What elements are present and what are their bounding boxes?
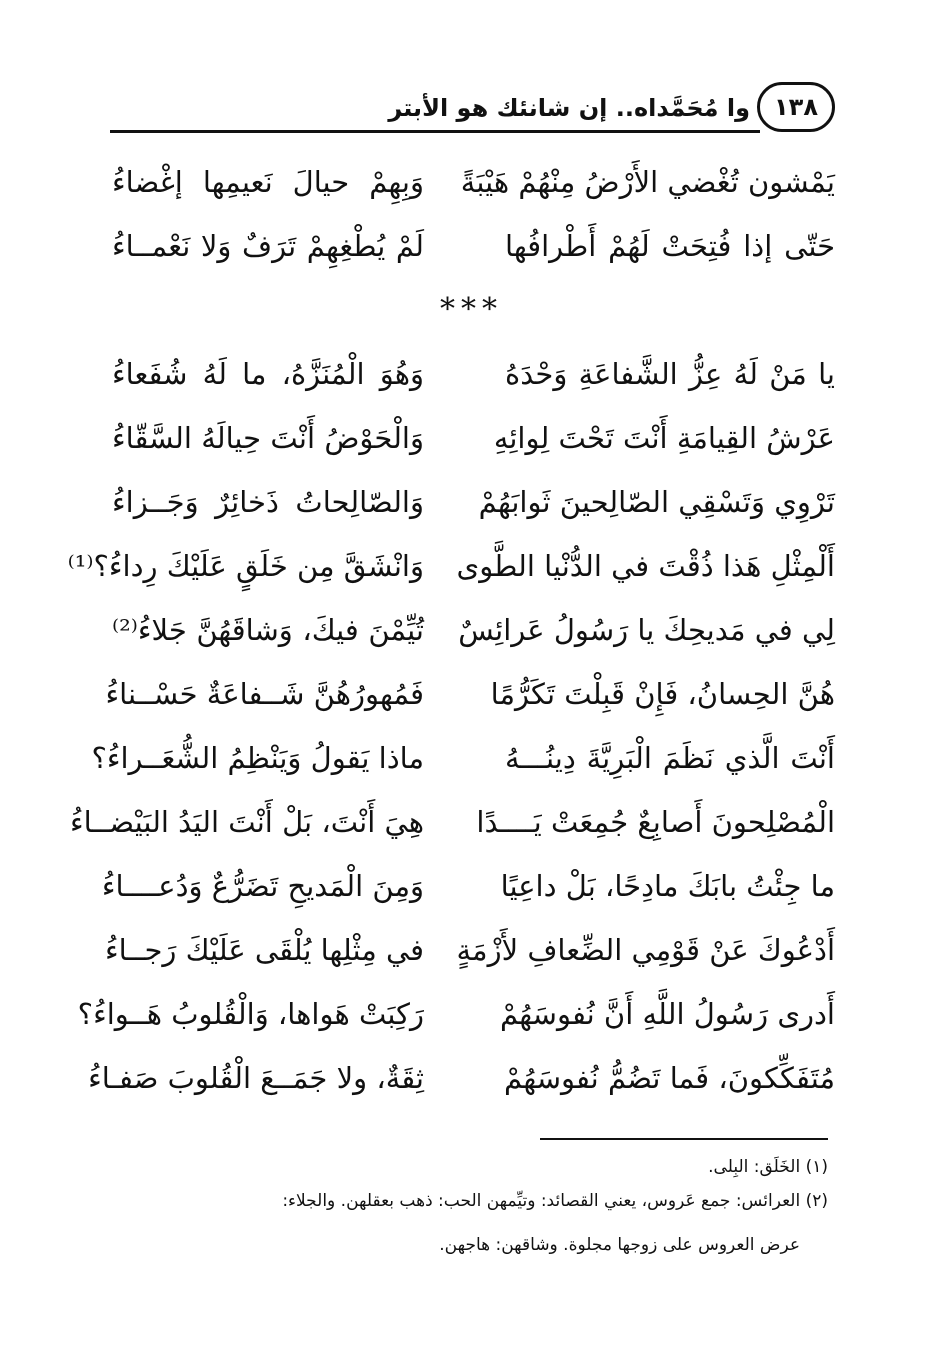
verse-first-hemistich: تَرْوِي وَتَسْقِي الصّالِحينَ ثَوابَهُمْ [478,485,835,519]
verse-second-hemistich: وَالصّالِحاتُ ذَخائِرٌ وَجَــزاءُ [112,485,424,519]
footnote-2-line-2: عرض العروس على زوجها مجلوة. وشاقهن: هاجهن. [439,1235,800,1255]
verse-first-hemistich: أَدرى رَسُولُ اللَّهِ أَنَّ نُفوسَهُمْ [500,997,835,1031]
verse-first-hemistich: يا مَنْ لَهُ عِزُّ الشَّفاعَةِ وَحْدَهُ [505,357,835,391]
verse-line [0,150,943,214]
verse-second-hemistich: تُيِّمْنَ فيكَ، وَشاقَهُنَّ جَلاءُ⁽²⁾ [112,613,424,647]
footnote-rule [540,1138,828,1140]
verse-first-hemistich: هُنَّ الحِسانُ، فَإِنْ قَبِلْتَ تَكَرُّمًا [490,677,835,711]
verse-second-hemistich: وَانْشَقَّ مِن خَلَقٍ عَلَيْكَ رِداءُ؟⁽¹⁾ [67,549,424,583]
verse-first-hemistich: أَدْعُوكَ عَنْ قَوْمِي الضِّعافِ لأَزْمَةٍ [456,933,835,967]
verse-second-hemistich: لَمْ يُطْغِهِمْ تَرَفٌ وَلا نَعْمــاءُ [112,229,424,263]
verse-line [0,342,943,406]
verse-line [0,854,943,918]
verse-second-hemistich: ماذا يَقولُ وَيَنْظِمُ الشُّعَــراءُ؟ [91,741,424,775]
section-separator: *** [440,292,503,327]
verse-line [0,1046,943,1110]
verse-line [0,662,943,726]
verse-second-hemistich: وَهُوَ الْمُنَزَّهُ، ما لَهُ شُفَعاءُ [112,357,424,391]
verse-second-hemistich: فَمُهورُهُنَّ شَــفاعَةٌ حَسْــناءُ [105,677,424,711]
verse-second-hemistich: ثِقَةٌ، ولا جَمَــعَ الْقُلوبَ صَفـاءُ [88,1061,424,1095]
verse-first-hemistich: ما جِئْتُ بابَكَ مادِحًا، بَلْ داعِيًا [500,869,835,903]
verse-second-hemistich: رَكِبَتْ هَواها، وَالْقُلوبُ هَــواءُ؟ [77,997,424,1031]
verse-line [0,918,943,982]
verse-first-hemistich: حَتّى إذا فُتِحَتْ لَهُمْ أَطْرافُها [505,229,835,263]
running-header-title: وا مُحَمَّداه.. إن شانئك هو الأبتر [388,94,750,122]
verse-line [0,982,943,1046]
page-number-badge: ١٣٨ [757,82,835,132]
verse-first-hemistich: مُتَفَكِّكونَ، فَما تَضُمُّ نُفوسَهُمْ [504,1061,835,1095]
verse-second-hemistich: هِيَ أَنْتَ، بَلْ أَنْتَ اليَدُ البَيْضــاءُ [69,805,424,839]
verse-line [0,790,943,854]
verse-first-hemistich: الْمُصْلِحونَ أَصابِعٌ جُمِعَتْ يَــــدًا [476,805,835,839]
verse-second-hemistich: وَالْحَوْضُ أَنْتَ حِيالَهُ السَّقّاءُ [112,421,424,455]
verse-line [0,470,943,534]
header-rule [110,130,760,133]
verse-line [0,406,943,470]
verse-second-hemistich: وَمِنَ الْمَديحِ تَضَرُّعٌ وَدُعــــاءُ [101,869,424,903]
verse-line [0,726,943,790]
verse-first-hemistich: لِي في مَديحِكَ يا رَسُولُ عَرائِسٌ [458,613,835,647]
verse-line [0,598,943,662]
verse-first-hemistich: أَلْمِثْلِ هَذا ذُقْتَ في الدُّنْيا الطَّوى [456,549,835,583]
verse-line [0,534,943,598]
verse-line [0,214,943,278]
footnote-2-line-1: (٢) العرائس: جمع عَروس، يعني القصائد: وتيِّمهن الحب: ذهب بعقلهن. والجلاء: [282,1191,828,1211]
verse-first-hemistich: أَنْتَ الَّذي نَظَمَ الْبَرِيَّةَ دِينُـــهُ [505,741,835,775]
verse-second-hemistich: وَبِهِمْ حيالَ نَعيمِها إغْضاءُ [112,165,424,199]
verse-first-hemistich: عَرْشُ القِيامَةِ أَنْتَ تَحْتَ لِوائِهِ [493,421,835,455]
verse-first-hemistich: يَمْشون تُغْضي الأَرْضُ مِنْهُمْ هَيْبَةً [460,165,835,199]
footnote-1: (١) الخَلَق: البِلى. [708,1157,828,1177]
verse-second-hemistich: في مِثْلِها يُلْقَى عَلَيْكَ رَجــاءُ [105,933,424,967]
